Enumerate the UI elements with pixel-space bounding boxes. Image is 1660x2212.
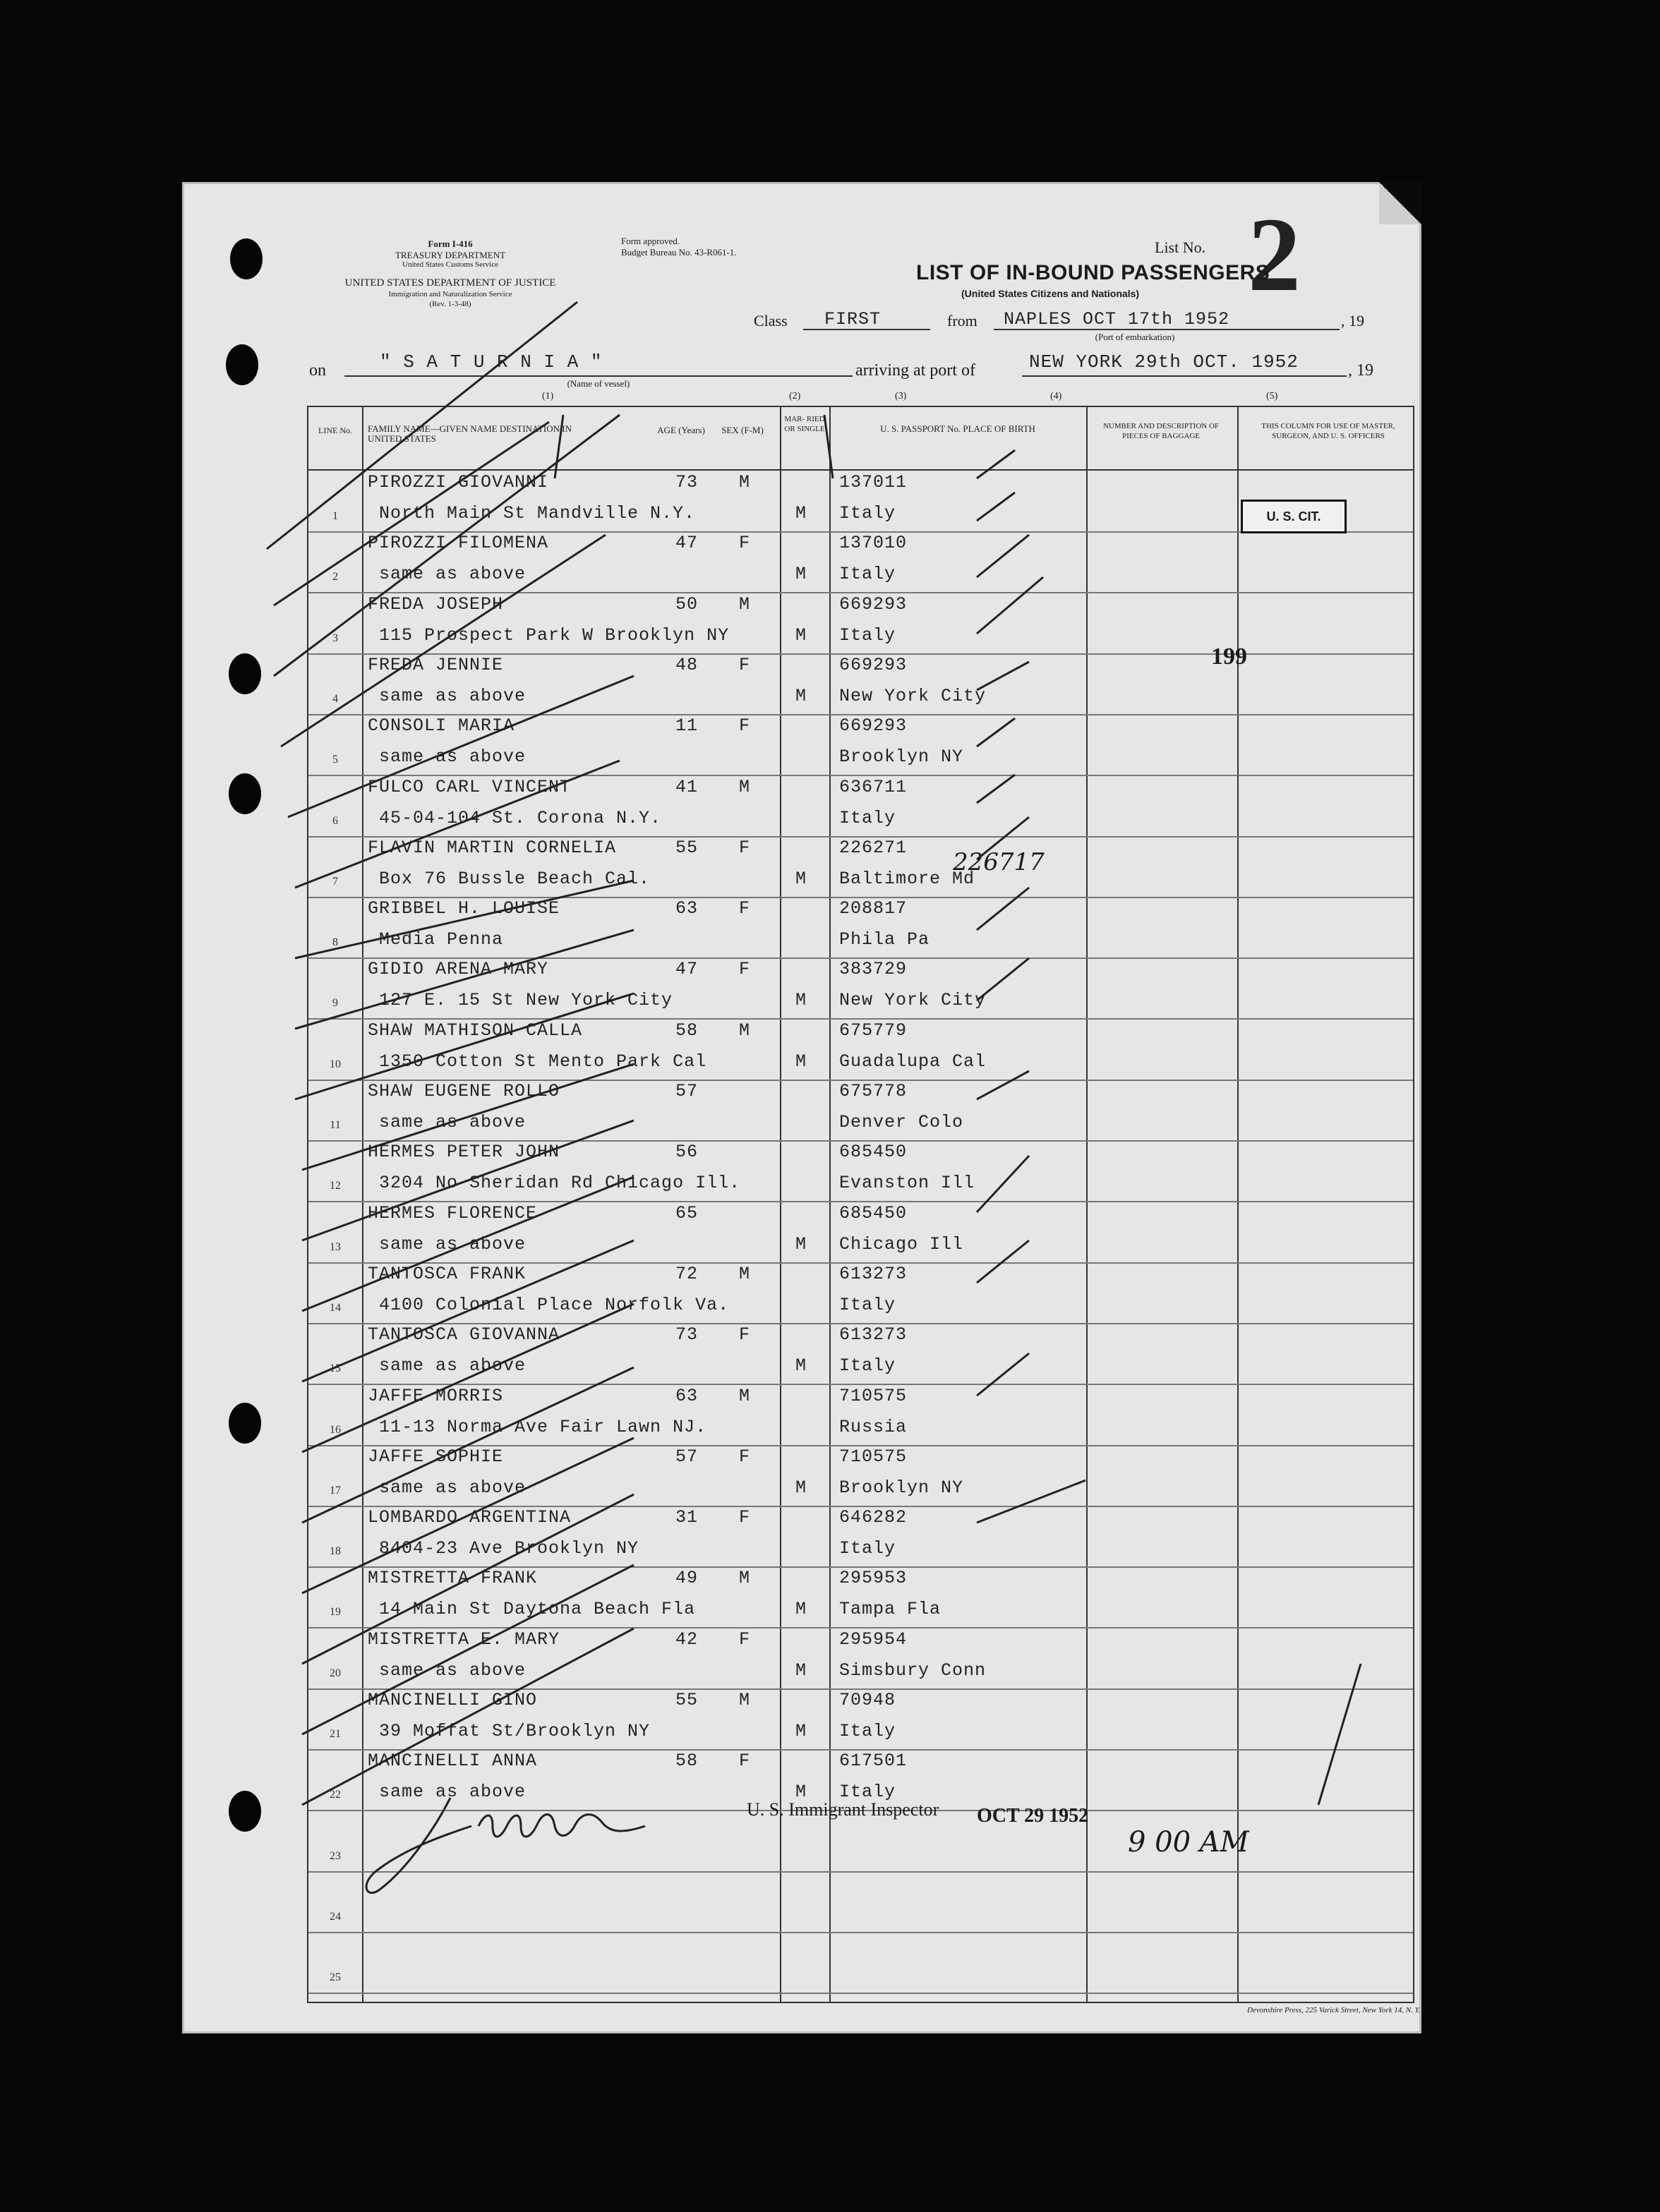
marital-status: M [795,1721,807,1741]
us-citizen-stamp: U. S. CIT. [1241,500,1347,533]
place-of-birth: Italy [839,1782,896,1803]
destination: same as above [379,1233,527,1255]
sex: F [739,1324,751,1346]
place-of-birth: Guadalupa Cal [839,1051,987,1072]
sex: F [739,1751,751,1772]
line-number: 3 [332,631,338,644]
passenger-name: SHAW MATHISON CALLA [368,1020,583,1041]
passport-number: 137011 [839,472,908,492]
line-number: 11 [330,1119,341,1131]
line-number: 18 [330,1545,341,1558]
age: 63 [675,1385,699,1406]
embark-value: NAPLES OCT 17th 1952 [1004,309,1230,330]
age: 56 [675,1142,699,1163]
sex: M [739,472,751,492]
justice-dept: UNITED STATES DEPARTMENT OF JUSTICE [344,277,556,289]
manifest-subtitle: (United States Citizens and Nationals) [961,288,1140,299]
ins-service: Immigration and Naturalization Service [388,290,512,298]
place-of-birth: Italy [839,1538,896,1559]
passenger-name: MISTRETTA E. MARY [368,1628,560,1650]
list-no-label: List No. [1155,238,1206,256]
destination: Box 76 Bussle Beach Cal. [379,868,651,889]
vessel-name: " S A T U R N I A " [380,351,603,373]
age: 49 [675,1568,699,1589]
place-of-birth: Russia [839,1416,908,1437]
line-number: 19 [330,1606,341,1619]
arriving-label: arriving at port of [855,361,975,380]
destination: 115 Prospect Park W Brooklyn NY [379,624,730,646]
line-number: 4 [332,692,338,705]
line-number: 1 [332,510,338,522]
passport-number: 675779 [839,1020,908,1041]
age: 57 [675,1446,699,1467]
destination: 11-13 Norma Ave Fair Lawn NJ. [379,1416,707,1437]
destination: 39 Moffat St/Brooklyn NY [379,1721,651,1741]
passenger-name: FREDA JENNIE [368,654,504,675]
passport-number: 613273 [839,1324,908,1346]
place-of-birth: New York City [839,990,987,1011]
passport-number: 208817 [839,898,908,919]
destination: 45-04-104 St. Corona N.Y. [379,807,662,828]
age: 47 [675,533,699,554]
marital-status: M [795,564,807,585]
passport-correction: 226717 [953,848,1045,876]
form-approved: Form approved. [621,236,680,246]
age: 42 [675,1628,699,1650]
line-number: 15 [330,1362,341,1375]
sex: F [739,837,751,858]
header-sex: SEX (F-M) [721,425,764,435]
sex: F [739,1507,751,1528]
destination: 4100 Colonial Place Norfolk Va. [379,1294,730,1315]
destination: same as above [379,747,527,768]
date-stamp: OCT 29 1952 [977,1805,1089,1827]
sex: F [739,959,751,980]
destination: same as above [379,685,527,706]
passenger-name: TANTOSCA FRANK [368,1263,527,1284]
passport-number: 636711 [839,776,908,797]
marital-status: M [795,503,807,524]
place-of-birth: Italy [839,807,896,828]
passenger-name: PIROZZI FILOMENA [368,533,549,554]
marital-status: M [795,1782,807,1803]
line-number: 10 [330,1058,341,1070]
passenger-name: HERMES PETER JOHN [368,1142,560,1163]
revision: (Rev. 1-3-48) [429,300,471,308]
passenger-name: SHAW EUGENE ROLLO [368,1081,560,1101]
destination: same as above [379,564,527,585]
line-number: 16 [330,1423,341,1436]
from-label: from [947,312,978,330]
destination: same as above [379,1112,527,1132]
destination: 14 Main St Daytona Beach Fla [379,1599,696,1620]
age: 63 [675,898,699,919]
place-of-birth: Tampa Fla [839,1599,942,1620]
passenger-name: MANCINELLI GINO [368,1690,538,1710]
destination: 8404-23 Ave Brooklyn NY [379,1538,639,1559]
place-of-birth: Chicago Ill [839,1233,964,1255]
sex: M [739,1385,751,1406]
manifest-title: LIST OF IN-BOUND PASSENGERS [916,261,1270,284]
marital-status: M [795,624,807,646]
sex: F [739,654,751,675]
passport-number: 383729 [839,959,908,980]
age: 65 [675,1202,699,1223]
line-number: 7 [332,875,338,888]
marital-status: M [795,685,807,706]
vessel-caption: (Name of vessel) [567,378,630,389]
marital-status: M [795,1051,807,1072]
sex: M [739,1568,751,1589]
sex: M [739,1263,751,1284]
passenger-name: FREDA JOSEPH [368,593,504,615]
passport-number: 226271 [839,837,908,858]
passport-number: 710575 [839,1385,908,1406]
manifest-page [182,182,1421,2033]
class-value: FIRST [824,309,882,330]
passenger-name: HERMES FLORENCE [368,1202,538,1223]
age: 73 [675,1324,699,1346]
column-number: (3) [895,391,907,401]
passport-number: 669293 [839,654,908,675]
line-number: 8 [332,936,338,949]
age: 41 [675,776,699,797]
place-of-birth: Brooklyn NY [839,747,964,768]
line-number: 14 [330,1301,341,1314]
line-number: 13 [330,1240,341,1253]
sex: F [739,898,751,919]
sex: M [739,1020,751,1041]
age: 55 [675,1690,699,1710]
sex: F [739,715,751,737]
sex: F [739,1446,751,1467]
sex: F [739,533,751,554]
passport-number: 613273 [839,1263,908,1284]
line-number: 2 [332,571,338,584]
passport-number: 669293 [839,715,908,737]
passenger-name: LOMBARDO ARGENTINA [368,1507,572,1528]
passenger-name: JAFFE MORRIS [368,1385,504,1406]
column-number: (2) [789,391,801,401]
age: 72 [675,1263,699,1284]
sex: M [739,776,751,797]
place-of-birth: Evanston Ill [839,1173,975,1194]
place-of-birth: Brooklyn NY [839,1477,964,1498]
line-number: 24 [330,1910,341,1923]
line-number: 6 [332,814,338,827]
passenger-name: CONSOLI MARIA [368,715,515,737]
place-of-birth: Denver Colo [839,1112,964,1132]
place-of-birth: Italy [839,1294,896,1315]
inspector-label: U. S. Immigrant Inspector [747,1799,939,1820]
header-line-no: LINE No. [318,425,352,435]
passport-number: 710575 [839,1446,908,1467]
destination: 3204 No Sheridan Rd Chicago Ill. [379,1173,741,1194]
line-number: 25 [330,1971,341,1984]
destination: North Main St Mandville N.Y. [379,503,696,524]
header-baggage: NUMBER AND DESCRIPTION OF PIECES OF BAGGAGE [1102,422,1220,440]
treasury-dept: TREASURY DEPARTMENT [395,250,506,260]
marital-status: M [795,1599,807,1620]
line-number: 9 [332,997,338,1010]
age: 58 [675,1751,699,1772]
passport-number: 675778 [839,1081,908,1101]
passenger-name: MANCINELLI ANNA [368,1751,538,1772]
column-number: (1) [542,391,554,401]
passport-number: 669293 [839,593,908,615]
arrival-value: NEW YORK 29th OCT. 1952 [1029,351,1299,373]
budget-bureau: Budget Bureau No. 43-R061-1. [621,247,737,258]
passport-number: 617501 [839,1751,908,1772]
class-label: Class [754,312,788,330]
sex: M [739,593,751,615]
passport-number: 137010 [839,533,908,554]
destination: Media Penna [379,929,504,950]
sex: M [739,1690,751,1710]
age: 57 [675,1081,699,1101]
age: 55 [675,837,699,858]
column-number: (4) [1050,391,1062,401]
destination: 127 E. 15 St New York City [379,990,673,1011]
place-of-birth: Italy [839,624,896,646]
passenger-name: MISTRETTA FRANK [368,1568,538,1589]
passenger-name: GRIBBEL H. LOUISE [368,898,560,919]
press-imprint: Devonshire Press, 225 Varick Street, New York 14, N. Y. [1247,2006,1421,2014]
year-suffix-2: , 19 [1348,361,1373,380]
passenger-name: JAFFE SOPHIE [368,1446,504,1467]
age: 50 [675,593,699,615]
passport-number: 685450 [839,1142,908,1163]
age: 31 [675,1507,699,1528]
line-number: 22 [330,1789,341,1801]
header-married: MAR- RIED OR SINGLE [784,415,825,433]
column-number: (5) [1266,391,1278,401]
header-name: FAMILY NAME—GIVEN NAME DESTINATION IN UNITED STATES [368,423,572,444]
line-number: 17 [330,1484,341,1497]
place-of-birth: Italy [839,503,896,524]
destination: 1350 Cotton St Mento Park Cal [379,1051,707,1072]
line-number: 12 [330,1180,341,1192]
destination: same as above [379,1355,527,1377]
place-of-birth: Simsbury Conn [839,1660,987,1681]
passenger-name: FULCO CARL VINCENT [368,776,572,797]
count-note: 199 [1211,643,1247,670]
marital-status: M [795,1355,807,1377]
passenger-name: GIDIO ARENA MARY [368,959,549,980]
age: 47 [675,959,699,980]
passport-number: 295953 [839,1568,908,1589]
destination: same as above [379,1477,527,1498]
age: 58 [675,1020,699,1041]
marital-status: M [795,868,807,889]
age: 11 [675,715,699,737]
age: 48 [675,654,699,675]
time-note: 9 00 AM [1128,1826,1249,1859]
marital-status: M [795,1660,807,1681]
place-of-birth: Baltimore Md [839,868,975,889]
destination: same as above [379,1660,527,1681]
passport-number: 70948 [839,1690,896,1710]
list-number: 2 [1248,196,1301,313]
marital-status: M [795,1477,807,1498]
passport-number: 646282 [839,1507,908,1528]
marital-status: M [795,1233,807,1255]
line-number: 21 [330,1728,341,1740]
place-of-birth: New York City [839,685,987,706]
place-of-birth: Italy [839,1355,896,1377]
passport-number: 685450 [839,1202,908,1223]
destination: same as above [379,1782,527,1803]
passenger-name: PIROZZI GIOVANNI [368,472,549,492]
pen-check-marks [182,182,1421,2033]
place-of-birth: Phila Pa [839,929,930,950]
age: 73 [675,472,699,492]
form-number: Form I-416 [428,238,473,249]
header-passport: U. S. PASSPORT No. PLACE OF BIRTH [880,423,1035,434]
year-suffix: , 19 [1341,312,1364,330]
port-embark-caption: (Port of embarkation) [1095,332,1175,342]
customs-service: United States Customs Service [402,260,498,269]
header-officers: THIS COLUMN FOR USE OF MASTER, SURGEON, AND U. S. OFFICERS [1261,422,1395,440]
place-of-birth: Italy [839,564,896,585]
on-label: on [309,361,326,380]
passport-number: 295954 [839,1628,908,1650]
passenger-name: TANTOSCA GIOVANNA [368,1324,560,1346]
passenger-name: FLAVIN MARTIN CORNELIA [368,837,617,858]
line-number: 23 [330,1849,341,1862]
marital-status: M [795,990,807,1011]
line-number: 20 [330,1667,341,1679]
line-number: 5 [332,754,338,766]
sex: F [739,1628,751,1650]
place-of-birth: Italy [839,1721,896,1741]
header-age: AGE (Years) [657,425,705,435]
